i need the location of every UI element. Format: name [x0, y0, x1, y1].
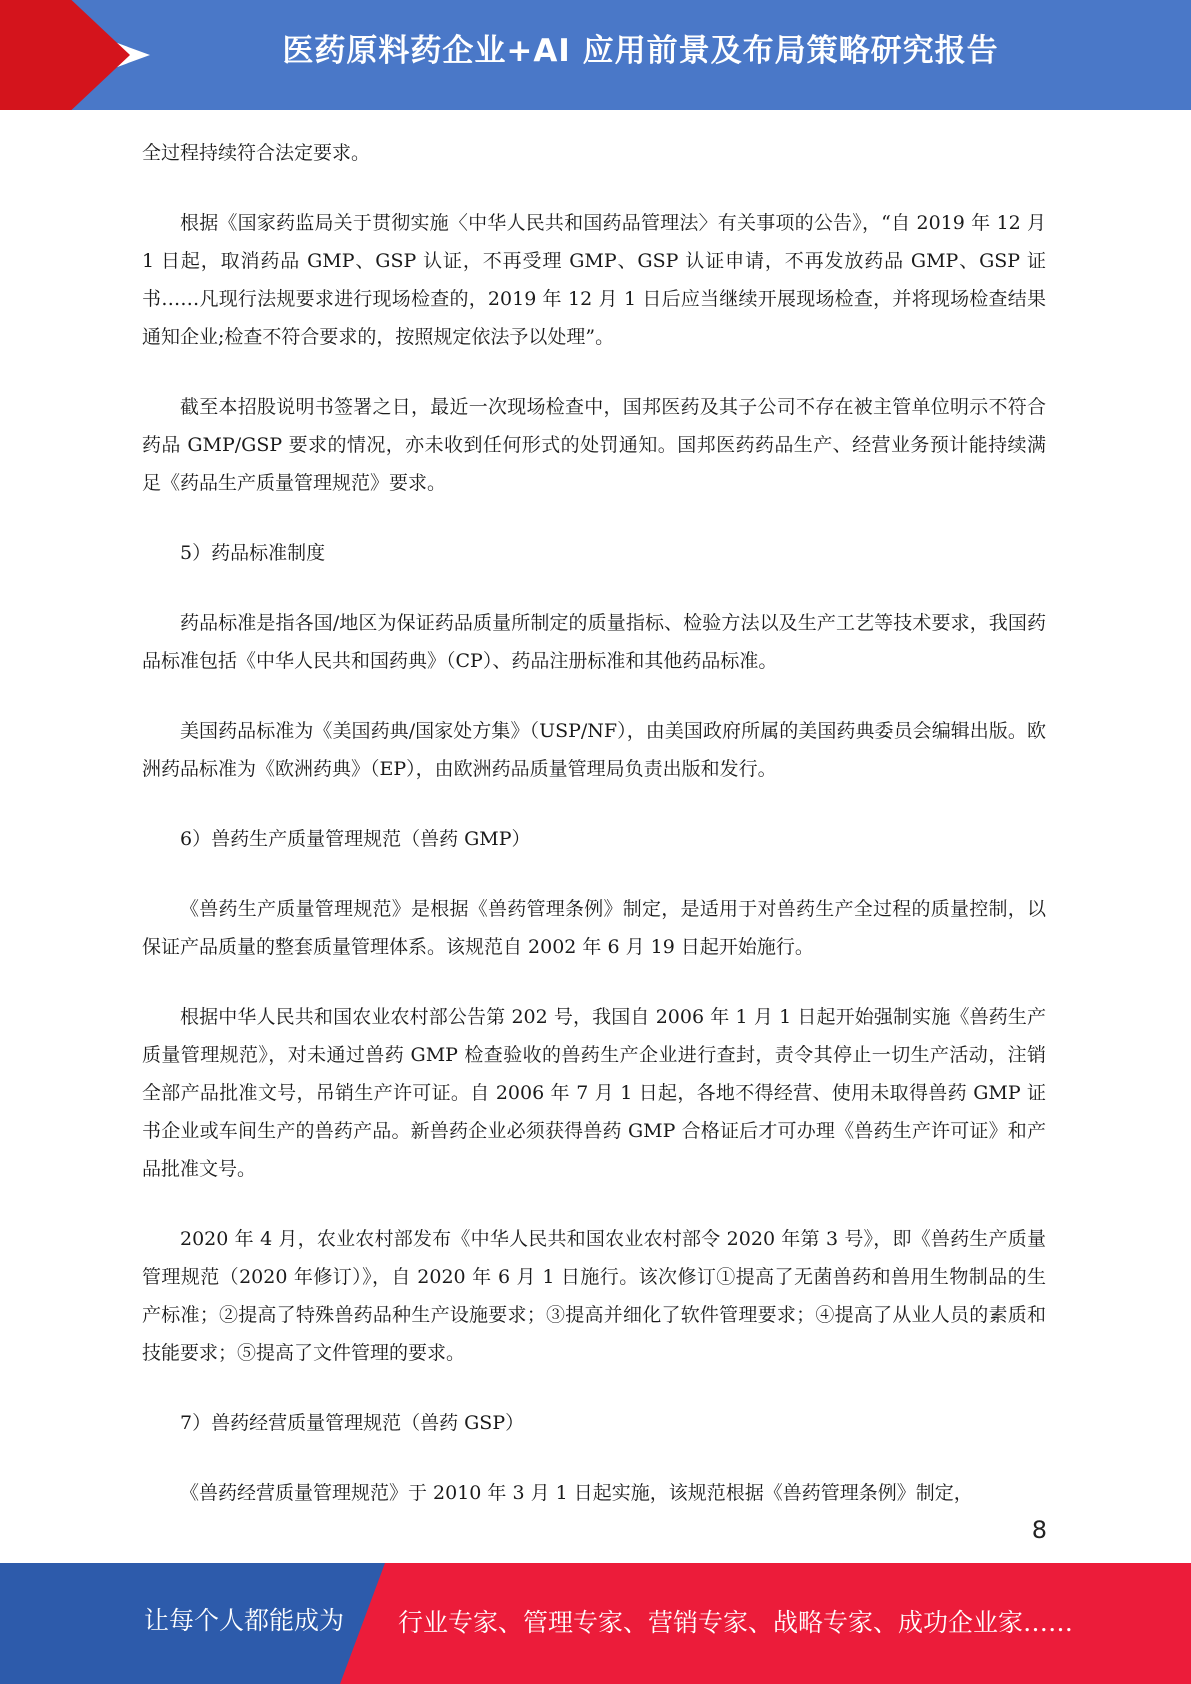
- page-number: 8: [1031, 1516, 1047, 1544]
- body-content: [142, 134, 1046, 1544]
- paragraph: 美国药品标准为《美国药典/国家处方集》（USP/NF），由美国政府所属的美国药典委员会编辑出版。欧洲药品标准为《欧洲药典》（EP），由欧洲药品质量管理局负责出版和发行。: [142, 720, 1046, 780]
- paragraph: 《兽药经营质量管理规范》于 2010 年 3 月 1 日起实施，该规范根据《兽药管理条例》制定，: [180, 1482, 973, 1504]
- report-title: 医药原料药企业+AI 应用前景及布局策略研究报告: [282, 33, 999, 69]
- paragraph: 根据中华人民共和国农业农村部公告第 202 号，我国自 2006 年 1 月 1 日起开始强制实施《兽药生产质量管理规范》，对未通过兽药 GMP 检查验收的兽药生产企业进行查封，责令其停止一切生产活动，注销全部产品批准文号，吊销生产许可证。自 2006 年 7 月 1 日起，各地不得经营、使用未取得兽药 GMP 证书企业或车间生产的兽药产品。新兽药企业必须获得兽药 GMP 合格证后才可办理《兽药生产许可证》和产品批准文号。: [142, 1006, 1046, 1180]
- paragraph: 全过程持续符合法定要求。: [142, 142, 371, 164]
- footer-slogan-right: 行业专家、管理专家、营销专家、战略专家、成功企业家……: [398, 1608, 1074, 1637]
- footer-slogan-left: 让每个人都能成为: [144, 1606, 345, 1635]
- footer-banner: [0, 1563, 1191, 1684]
- section-heading: 7）兽药经营质量管理规范（兽药 GSP）: [180, 1412, 525, 1434]
- paragraph: 《兽药生产质量管理规范》是根据《兽药管理条例》制定，是适用于对兽药生产全过程的质量控制，以保证产品质量的整套质量管理体系。该规范自 2002 年 6 月 19 日起开始施行。: [142, 898, 1046, 958]
- paragraph: 2020 年 4 月，农业农村部发布《中华人民共和国农业农村部令 2020 年第 3 号》，即《兽药生产质量管理规范（2020 年修订）》，自 2020 年 6 月 1 日施行。该次修订①提高了无菌兽药和兽用生物制品的生产标准；②提高了特殊兽药品种生产设施要求；③提高并细化了软件管理要求；④提高了从业人员的素质和技能要求；⑤提高了文件管理的要求。: [142, 1228, 1046, 1364]
- paragraph: 药品标准是指各国/地区为保证药品质量所制定的质量指标、检验方法以及生产工艺等技术要求，我国药品标准包括《中华人民共和国药典》（CP）、药品注册标准和其他药品标准。: [142, 612, 1046, 672]
- section-heading: 6）兽药生产质量管理规范（兽药 GMP）: [180, 828, 531, 850]
- header-banner: [0, 0, 1191, 110]
- paragraph: 截至本招股说明书签署之日，最近一次现场检查中，国邦医药及其子公司不存在被主管单位明示不符合药品 GMP/GSP 要求的情况，亦未收到任何形式的处罚通知。国邦医药药品生产、经营业务预计能持续满足《药品生产质量管理规范》要求。: [142, 396, 1046, 494]
- section-heading: 5）药品标准制度: [180, 542, 326, 564]
- paragraph: 根据《国家药监局关于贯彻实施〈中华人民共和国药品管理法〉有关事项的公告》，“自 2019 年 12 月 1 日起，取消药品 GMP、GSP 认证，不再受理 GMP、GSP 认证申请，不再发放药品 GMP、GSP 证书……凡现行法规要求进行现场检查的，2019 年 12 月 1 日后应当继续开展现场检查，并将现场检查结果通知企业;检查不符合要求的，按照规定依法予以处理”。: [142, 212, 1046, 348]
